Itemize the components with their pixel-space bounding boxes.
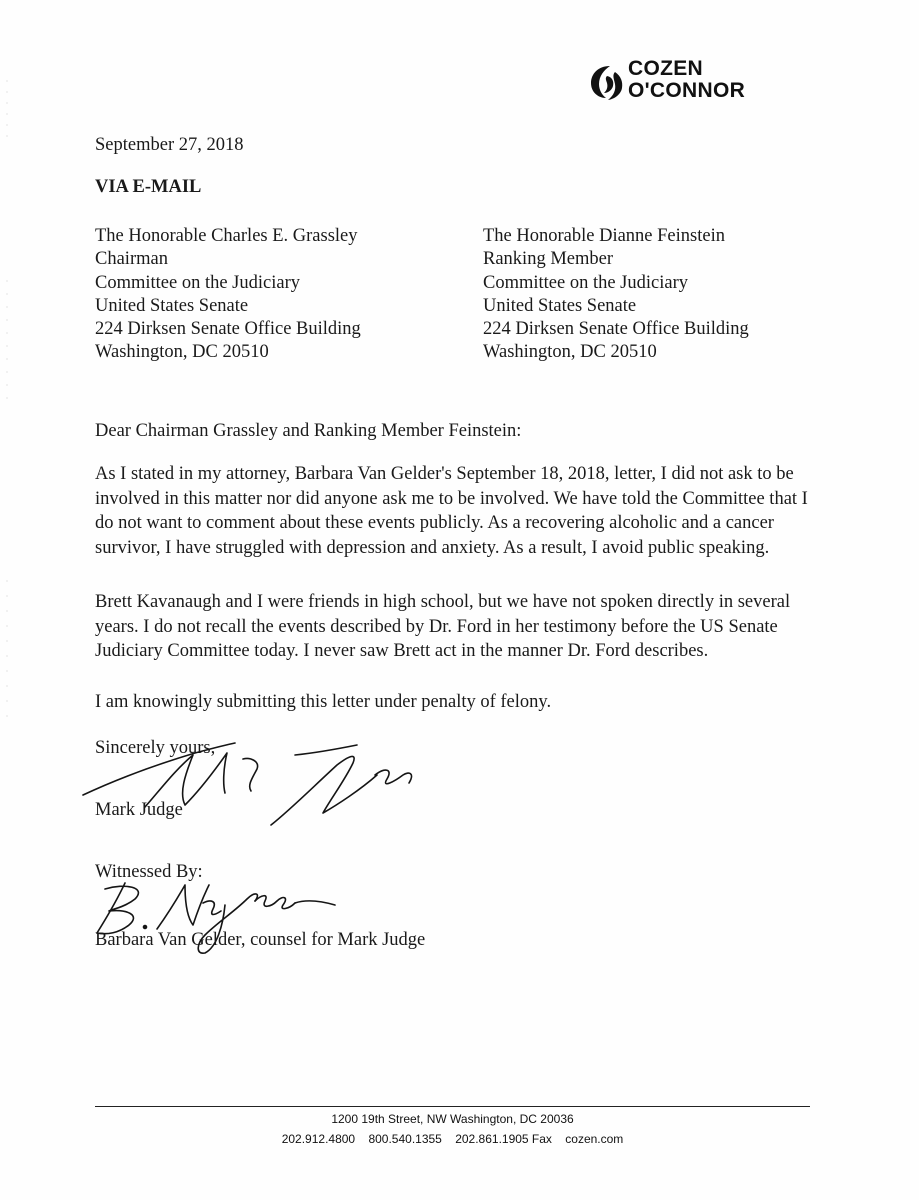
- paragraph-line: Brett Kavanaugh and I were friends in high school, but we have not spoken directly in several: [95, 592, 791, 612]
- address-line: Washington, DC 20510: [95, 342, 269, 363]
- address-line: Chairman: [95, 249, 168, 270]
- signer-name: Mark Judge: [95, 800, 183, 820]
- logo-line-1: COZEN: [628, 57, 703, 80]
- closing: Sincerely yours,: [95, 738, 216, 758]
- address-line: The Honorable Dianne Feinstein: [483, 226, 725, 246]
- body-paragraph-2: [95, 590, 815, 664]
- paragraph-line: years. I do not recall the events described by Dr. Ford in her testimony before the US Senate: [95, 616, 778, 637]
- body-paragraph-3: [95, 690, 815, 715]
- cozen-oconnor-logo: [588, 58, 758, 106]
- body-paragraph-1: [95, 462, 815, 560]
- delivery-method: VIA E-MAIL: [95, 177, 202, 197]
- footer-phone-toll-free: 800.540.1355: [368, 1132, 442, 1146]
- footer-phone-main: 202.912.4800: [281, 1132, 356, 1146]
- recipient-address-grassley: [95, 225, 361, 365]
- paragraph-line: I am knowingly submitting this letter under penalty of felony.: [95, 692, 552, 712]
- witness-name: Barbara Van Gelder, counsel for Mark Judge: [95, 930, 426, 950]
- address-line: United States Senate: [95, 295, 249, 316]
- footer-contact: [95, 1131, 810, 1147]
- salutation: Dear Chairman Grassley and Ranking Member Feinstein:: [95, 421, 522, 441]
- address-line: The Honorable Charles E. Grassley: [95, 226, 358, 246]
- footer-website[interactable]: cozen.com: [565, 1132, 624, 1146]
- address-line: 224 Dirksen Senate Office Building: [95, 319, 361, 340]
- paragraph-line: do not want to comment about these events publicly. As a recovering alcoholic and a cancer: [95, 513, 774, 533]
- letter-date: September 27, 2018: [95, 135, 244, 155]
- logo-line-2: O'CONNOR: [628, 79, 746, 102]
- footer-address: 1200 19th Street, NW Washington, DC 20036: [331, 1112, 574, 1126]
- paragraph-line: Judiciary Committee today. I never saw Brett act in the manner Dr. Ford describes.: [95, 641, 709, 661]
- address-line: Ranking Member: [483, 249, 613, 270]
- address-line: Washington, DC 20510: [483, 342, 657, 363]
- address-line: Committee on the Judiciary: [95, 272, 300, 293]
- paragraph-line: involved in this matter nor did anyone ask me to be involved. We have told the Committee that I: [95, 488, 808, 509]
- scan-noise: [4, 80, 10, 780]
- cozen-logo-icon: [588, 62, 626, 102]
- address-line: United States Senate: [483, 295, 637, 316]
- footer-fax: 202.861.1905 Fax: [455, 1132, 552, 1146]
- address-line: Committee on the Judiciary: [483, 272, 688, 293]
- paragraph-line: survivor, I have struggled with depression and anxiety. As a result, I avoid public speaking.: [95, 537, 770, 558]
- witness-label: Witnessed By:: [95, 862, 203, 882]
- paragraph-line: As I stated in my attorney, Barbara Van Gelder's September 18, 2018, letter, I did not ask to be: [95, 464, 794, 484]
- recipient-address-feinstein: [483, 225, 749, 365]
- address-line: 224 Dirksen Senate Office Building: [483, 319, 749, 340]
- footer-divider: [95, 1106, 810, 1107]
